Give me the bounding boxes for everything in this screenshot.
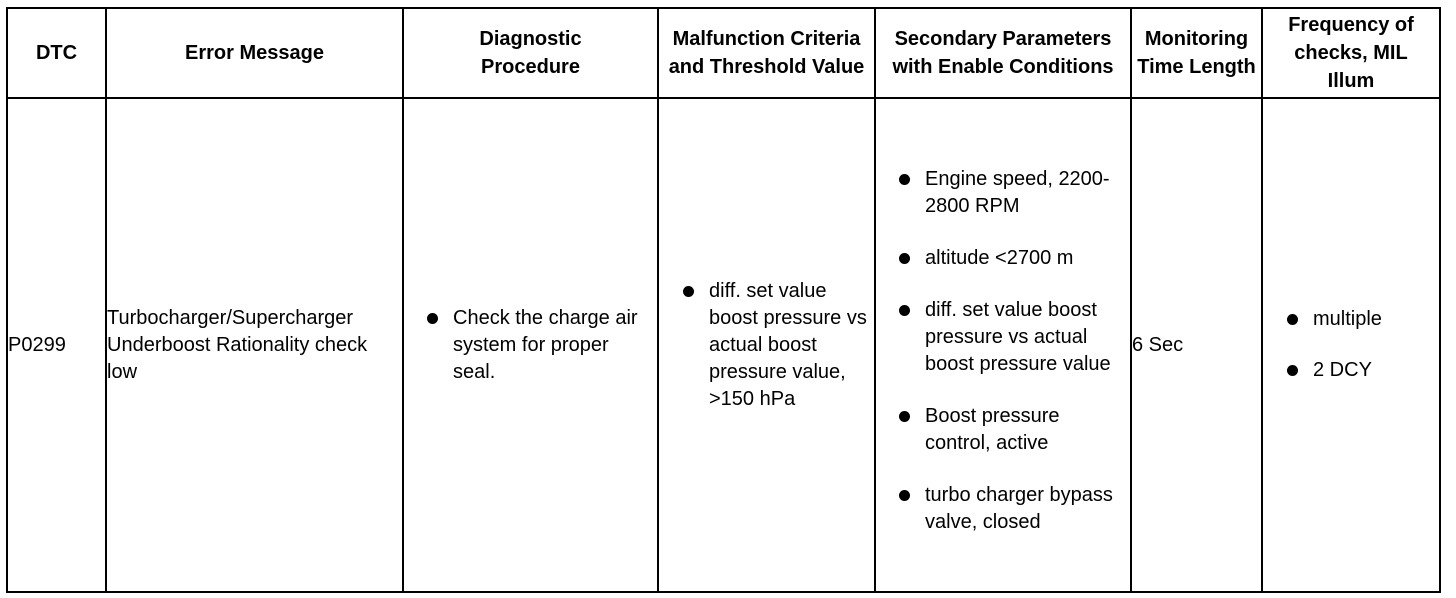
secondary-parameter-text: turbo charger bypass valve, closed bbox=[925, 483, 1113, 533]
frequency-text: multiple bbox=[1313, 308, 1382, 330]
frequency-cell bbox=[1262, 98, 1440, 592]
bullet-icon bbox=[899, 174, 910, 185]
list-item bbox=[423, 305, 651, 386]
dtc-table bbox=[6, 7, 1441, 593]
bullet-icon bbox=[1287, 314, 1298, 325]
header-diagnostic-procedure bbox=[403, 8, 658, 98]
list-item bbox=[895, 403, 1124, 457]
diagnostic-procedure-text: Check the charge air system for proper seal. bbox=[453, 306, 638, 383]
secondary-parameters-cell bbox=[875, 98, 1131, 592]
table-row bbox=[7, 98, 1440, 592]
header-malfunction-criteria bbox=[658, 8, 875, 98]
malfunction-criteria-list bbox=[679, 278, 870, 413]
list-item bbox=[895, 482, 1124, 536]
header-frequency-text: Frequency of checks, MIL Illum bbox=[1288, 14, 1414, 92]
error-message: Turbocharger/Supercharger Underboost Rationality check low bbox=[106, 98, 403, 592]
list-item bbox=[895, 166, 1124, 220]
frequency-list bbox=[1283, 306, 1433, 384]
header-error-message: Error Message bbox=[106, 8, 403, 98]
list-item bbox=[895, 297, 1124, 378]
secondary-parameters-list bbox=[895, 166, 1124, 536]
list-item bbox=[895, 245, 1124, 272]
bullet-icon bbox=[683, 286, 694, 297]
malfunction-criteria-cell bbox=[658, 98, 875, 592]
header-diagnostic-procedure-text: Diagnostic Procedure bbox=[479, 28, 582, 78]
bullet-icon bbox=[1287, 365, 1298, 376]
diagnostic-procedure-list bbox=[423, 305, 651, 386]
header-secondary-parameters bbox=[875, 8, 1131, 98]
frequency-text: 2 DCY bbox=[1313, 359, 1372, 381]
secondary-parameter-text: altitude <2700 m bbox=[925, 246, 1074, 269]
list-item bbox=[1283, 357, 1433, 384]
secondary-parameter-text: Boost pressure control, active bbox=[925, 404, 1060, 454]
bullet-icon bbox=[899, 490, 910, 501]
bullet-icon bbox=[427, 313, 438, 324]
secondary-parameter-text: Engine speed, 2200-2800 RPM bbox=[925, 167, 1110, 217]
header-monitoring-time-text: Monitoring Time Length bbox=[1137, 28, 1256, 78]
bullet-icon bbox=[899, 305, 910, 316]
header-frequency bbox=[1262, 8, 1440, 98]
list-item bbox=[1283, 306, 1433, 333]
malfunction-criteria-text: diff. set value boost pressure vs actual boost pressure value, >150 hPa bbox=[709, 279, 867, 410]
list-item bbox=[679, 278, 870, 413]
header-secondary-parameters-text: Secondary Parameters with Enable Conditions bbox=[892, 28, 1114, 78]
header-monitoring-time bbox=[1131, 8, 1262, 98]
header-dtc: DTC bbox=[7, 8, 106, 98]
diagnostic-procedure-cell bbox=[403, 98, 658, 592]
bullet-icon bbox=[899, 253, 910, 264]
header-row bbox=[7, 8, 1440, 98]
header-malfunction-criteria-text: Malfunction Criteria and Threshold Value bbox=[668, 28, 865, 78]
bullet-icon bbox=[899, 411, 910, 422]
monitoring-time: 6 Sec bbox=[1131, 98, 1262, 592]
secondary-parameter-text: diff. set value boost pressure vs actual boost pressure value bbox=[925, 298, 1111, 375]
dtc-code: P0299 bbox=[7, 98, 106, 592]
